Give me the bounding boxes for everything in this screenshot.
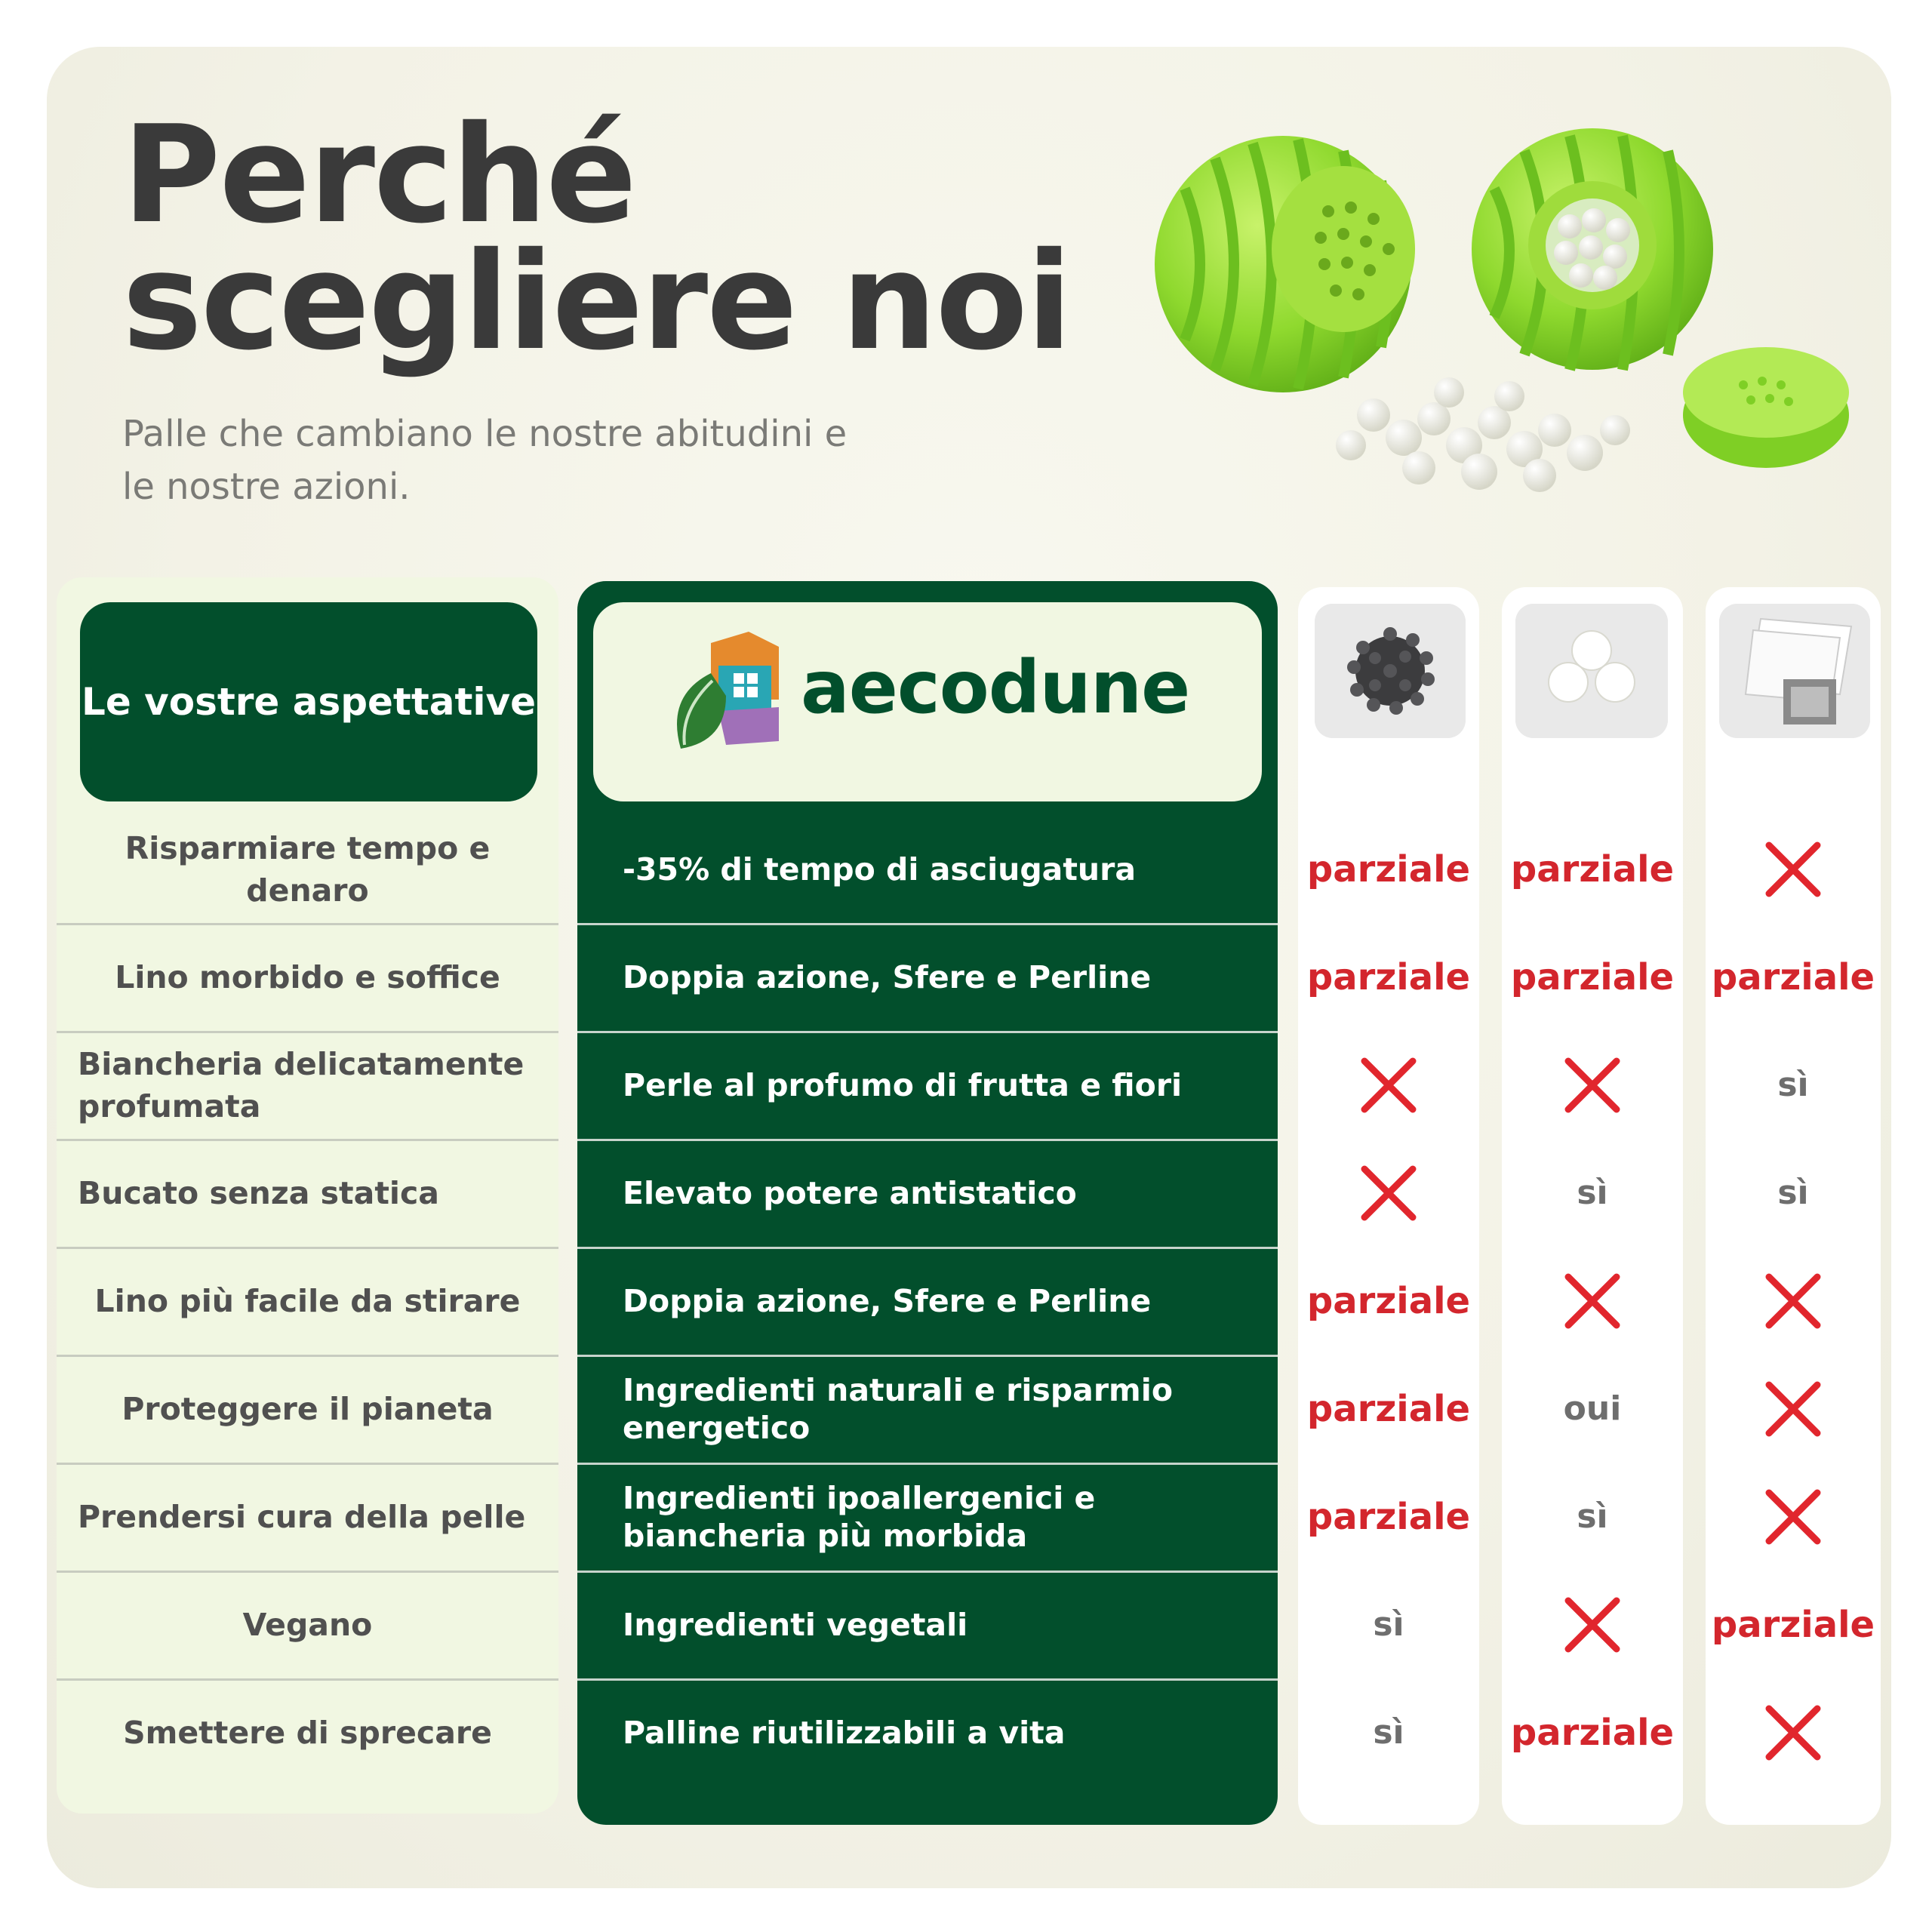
hero-product-image [1102,75,1857,513]
page-subtitle: Palle che cambiano le nostre abitudini e le nostre azioni. [122,413,848,508]
competitor-3-value: parziale [1711,1603,1875,1646]
competitor-1-value: parziale [1306,1387,1471,1430]
competitor-2-value: sì [1577,1497,1608,1536]
competitor-3-value: sì [1777,1174,1809,1212]
competitor-1-value: sì [1373,1605,1404,1644]
competitor-2-value: oui [1563,1389,1622,1428]
aecodune-cell: Perle al profumo di frutta e fiori [623,1066,1183,1103]
competitor-3-value [1706,1678,1881,1786]
green-ball-left [1155,136,1415,392]
expectation-cell: Prendersi cura della pelle [78,1498,526,1535]
aecodune-cell: -35% di tempo di asciugatura [623,851,1137,888]
competitor-3-value [1706,815,1881,923]
table-row [0,1463,1932,1572]
red-x-icon [1761,1701,1825,1764]
competitor-1-value [1298,1031,1479,1139]
competitor-1-value: parziale [1306,1495,1471,1538]
green-ball-right [1472,128,1713,370]
red-x-icon [1761,838,1825,901]
red-x-icon [1561,1269,1624,1333]
table-row [0,1139,1932,1248]
competitor-1-value: sì [1373,1713,1404,1752]
red-x-icon [1357,1161,1420,1225]
table-row [0,1678,1932,1788]
competitor-3-value [1706,1355,1881,1463]
expectation-cell: Lino morbido e soffice [115,958,500,995]
table-row [0,1031,1932,1140]
title-line-2: scegliere noi [122,223,1071,380]
table-row [0,815,1932,924]
competitor-2-value [1502,1247,1683,1355]
table-row [0,1247,1932,1356]
aecodune-cell: Doppia azione, Sfere e Perline [623,1282,1152,1319]
competitor-1-thumbnail [1315,604,1466,738]
competitor-3-value [1706,1463,1881,1571]
red-x-icon [1761,1485,1825,1549]
competitor-2-value: sì [1577,1174,1608,1212]
wool-dryer-balls-icon [1515,604,1668,738]
red-x-icon [1761,1377,1825,1441]
competitor-3-value: parziale [1711,955,1875,998]
dryer-sheets-icon [1719,604,1870,738]
expectation-cell: Risparmiare tempo e denaro [125,829,491,909]
expectation-cell: Biancheria delicatamente profumata [78,1045,525,1124]
competitor-1-value: parziale [1306,955,1471,998]
table-row [0,1355,1932,1464]
aecodune-cell: Ingredienti naturali e risparmio energetico [623,1371,1173,1446]
aecodune-header [593,602,1262,801]
competitor-2-value: parziale [1510,1711,1675,1754]
table-row [0,1571,1932,1680]
red-x-icon [1357,1054,1420,1117]
aecodune-cell: Palline riutilizzabili a vita [623,1714,1066,1751]
red-x-icon [1561,1593,1624,1657]
competitor-3-value [1706,1247,1881,1355]
aecodune-cell: Ingredienti vegetali [623,1606,968,1643]
title-line-1: Perché [122,97,635,253]
table-row [0,923,1932,1032]
red-x-icon [1761,1269,1825,1333]
aecodune-logo-icon [666,628,786,756]
aecodune-cell: Doppia azione, Sfere e Perline [623,958,1152,995]
competitor-2-value [1502,1031,1683,1139]
competitor-2-value: parziale [1510,955,1675,998]
expectation-cell: Lino più facile da stirare [94,1282,521,1319]
page-title [122,97,1071,380]
competitor-1-value: parziale [1306,1279,1471,1322]
green-cap [1683,347,1849,468]
expectation-cell: Proteggere il pianeta [122,1390,494,1427]
competitor-2-thumbnail [1515,604,1668,738]
competitor-2-value [1502,1571,1683,1678]
competitor-3-value: sì [1777,1066,1809,1104]
expectations-header: Le vostre aspettative [80,602,537,801]
competitor-2-value: parziale [1510,848,1675,891]
red-x-icon [1561,1054,1624,1117]
expectation-cell: Smettere di sprecare [123,1714,492,1751]
competitor-1-value: parziale [1306,848,1471,891]
expectation-cell: Bucato senza statica [78,1174,439,1211]
aecodune-cell: Elevato potere antistatico [623,1174,1077,1211]
expectation-cell: Vegano [242,1606,373,1643]
brand-name: aecodune [801,645,1190,730]
aecodune-cell: Ingredienti ipoallergenici e biancheria più morbida [623,1479,1096,1554]
pearls-pile [1336,377,1630,492]
spiky-dryer-ball-icon [1315,604,1466,738]
competitor-3-thumbnail [1719,604,1870,738]
competitor-1-value [1298,1139,1479,1247]
